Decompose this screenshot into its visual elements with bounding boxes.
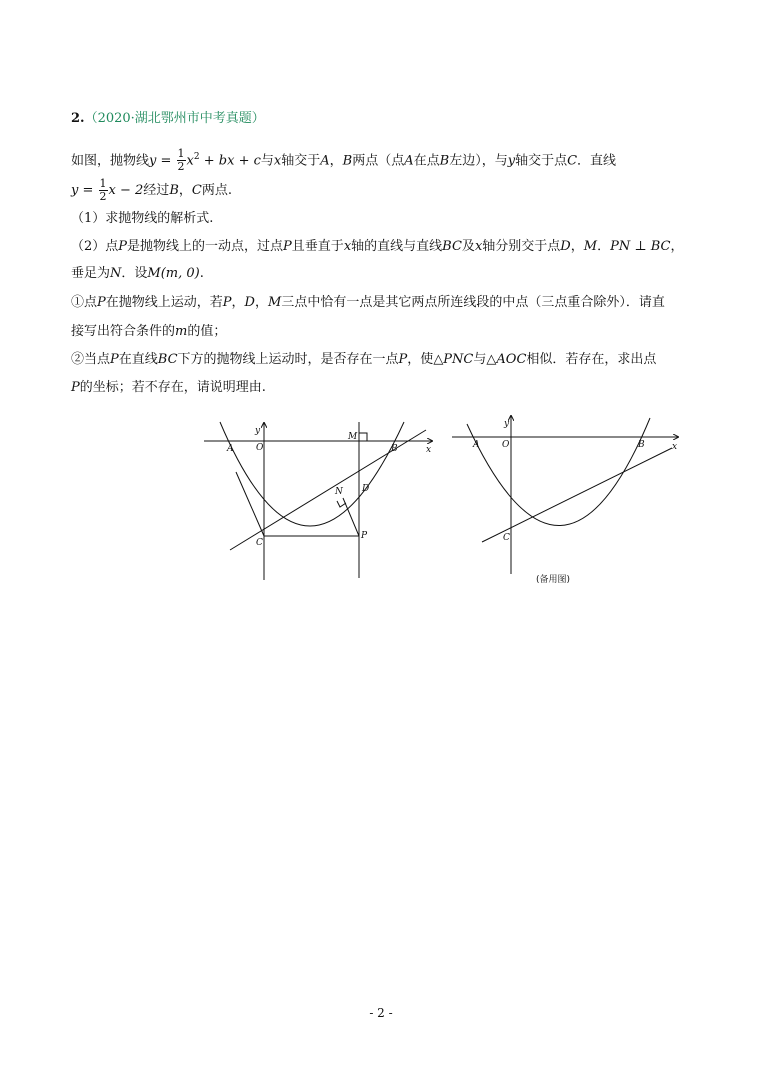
statement-line-1 [71, 148, 616, 173]
text: ①点 [71, 295, 98, 310]
problem-number: 2. [71, 111, 85, 126]
label-p: P [361, 531, 368, 541]
denominator: 2 [99, 190, 107, 203]
label-c: C [503, 533, 510, 543]
text: ， [670, 239, 684, 254]
math: + bx + c [199, 153, 261, 169]
text: 在点 [413, 153, 440, 169]
label-x: x [672, 442, 678, 452]
segment-ac [236, 472, 264, 536]
denominator: 2 [177, 160, 185, 174]
math: x − 2 [108, 183, 144, 198]
text: 轴交于 [281, 153, 321, 169]
math: = [156, 153, 176, 169]
math: B [169, 183, 179, 198]
text: 垂足为 [71, 266, 111, 281]
math: PN ⊥ BC [610, 239, 671, 254]
math: △AOC [486, 352, 527, 367]
label-d: D [362, 484, 370, 494]
label-b: B [638, 440, 645, 450]
text: 接写出符合条件的 [71, 324, 176, 339]
problem-header [71, 110, 265, 128]
math: B [439, 153, 450, 169]
label-o: O [256, 443, 264, 453]
text: 如图，抛物线 [71, 153, 150, 169]
text: ②当点 [71, 352, 111, 367]
text: 且垂直于 [291, 239, 344, 254]
text: 的坐标；若不存在，请说明理由. [79, 380, 266, 395]
text: 轴的直线与直线 [351, 239, 443, 254]
text: ， [329, 153, 343, 169]
fraction-half [99, 178, 108, 203]
text: ， [231, 295, 245, 310]
math: P [398, 352, 408, 367]
text: ， [178, 183, 192, 198]
text: ， [254, 295, 268, 310]
problem-source: （2020·湖北鄂州市中考真题） [84, 111, 265, 126]
figure-main [200, 420, 440, 585]
condition-1-line-1 [71, 294, 665, 312]
math: BC [157, 352, 178, 367]
label-o: O [502, 440, 510, 450]
math: D [244, 295, 255, 310]
label-x: x [426, 445, 432, 455]
text: 轴交于点 [515, 153, 568, 169]
math: P [97, 295, 106, 310]
math: N [110, 266, 122, 281]
math: y [507, 153, 516, 169]
text: （2）点 [71, 239, 119, 254]
page-number: - 2 - [369, 1006, 393, 1020]
math: A [404, 153, 414, 169]
numerator: 1 [177, 147, 185, 161]
text: ．设 [121, 266, 148, 281]
label-y: y [504, 419, 510, 429]
numerator: 1 [99, 177, 107, 190]
question-2-line-1 [71, 238, 683, 256]
math: = [78, 183, 98, 198]
text: ． [597, 239, 611, 254]
label-a: A [473, 440, 480, 450]
math: BC [442, 239, 462, 254]
math: M(m, 0) [147, 266, 200, 281]
text: 在直线 [118, 352, 158, 367]
math: △PNC [433, 352, 474, 367]
math: x [186, 153, 194, 169]
figure-backup [450, 412, 690, 587]
fraction-half [177, 148, 186, 173]
text: 相似．若存在，求出点 [526, 352, 657, 367]
text: ， [570, 239, 584, 254]
parabola [220, 422, 404, 526]
text: 左边），与 [449, 153, 508, 169]
math: m [175, 324, 188, 339]
condition-2-line-1 [71, 351, 656, 369]
text: 三点中恰有一点是其它两点所连线段的中点（三点重合除外）．请直 [281, 295, 665, 310]
label-b: B [391, 444, 398, 454]
statement-line-2 [71, 178, 232, 203]
text: 及 [461, 239, 475, 254]
text: 与 [260, 153, 274, 169]
text: （1）求抛物线的解析式. [71, 211, 214, 226]
label-m: M [348, 432, 358, 442]
text: . [199, 266, 204, 281]
question-1 [71, 210, 213, 228]
math: x [273, 153, 282, 169]
label-c: C [256, 538, 263, 548]
text: 是抛物线上的一动点，过点 [127, 239, 284, 254]
math: y [149, 153, 157, 169]
math: C [567, 153, 578, 169]
math: P [71, 380, 80, 395]
text: 与 [473, 352, 487, 367]
math: P [222, 295, 232, 310]
right-angle-m [359, 433, 367, 441]
text: 轴分别交于点 [482, 239, 561, 254]
math: M [583, 239, 598, 254]
label-a: A [227, 444, 234, 454]
text: ，使 [407, 352, 434, 367]
condition-1-line-2 [71, 323, 226, 341]
text: 两点（点 [352, 153, 405, 169]
math: A [320, 153, 330, 169]
text: 两点. [201, 183, 232, 198]
parabola [467, 418, 650, 526]
math: P [110, 352, 119, 367]
math: x [343, 239, 352, 254]
math: C [191, 183, 202, 198]
math: y [71, 183, 79, 198]
text: 的值； [187, 324, 227, 339]
question-2-line-2 [71, 265, 204, 283]
math: D [560, 239, 571, 254]
text: 在抛物线上运动，若 [105, 295, 223, 310]
label-n: N [335, 487, 343, 497]
math: M [268, 295, 282, 310]
figure-caption: (备用图) [536, 575, 571, 585]
math: x [474, 239, 483, 254]
math: P [118, 239, 128, 254]
text: 下方的抛物线上运动时，是否存在一点 [177, 352, 399, 367]
condition-2-line-2 [71, 379, 266, 397]
math: 2 [193, 152, 200, 162]
label-y: y [255, 426, 261, 436]
text: ．直线 [577, 153, 617, 169]
math: P [283, 239, 292, 254]
text: 经过 [143, 183, 170, 198]
math: B [342, 153, 353, 169]
